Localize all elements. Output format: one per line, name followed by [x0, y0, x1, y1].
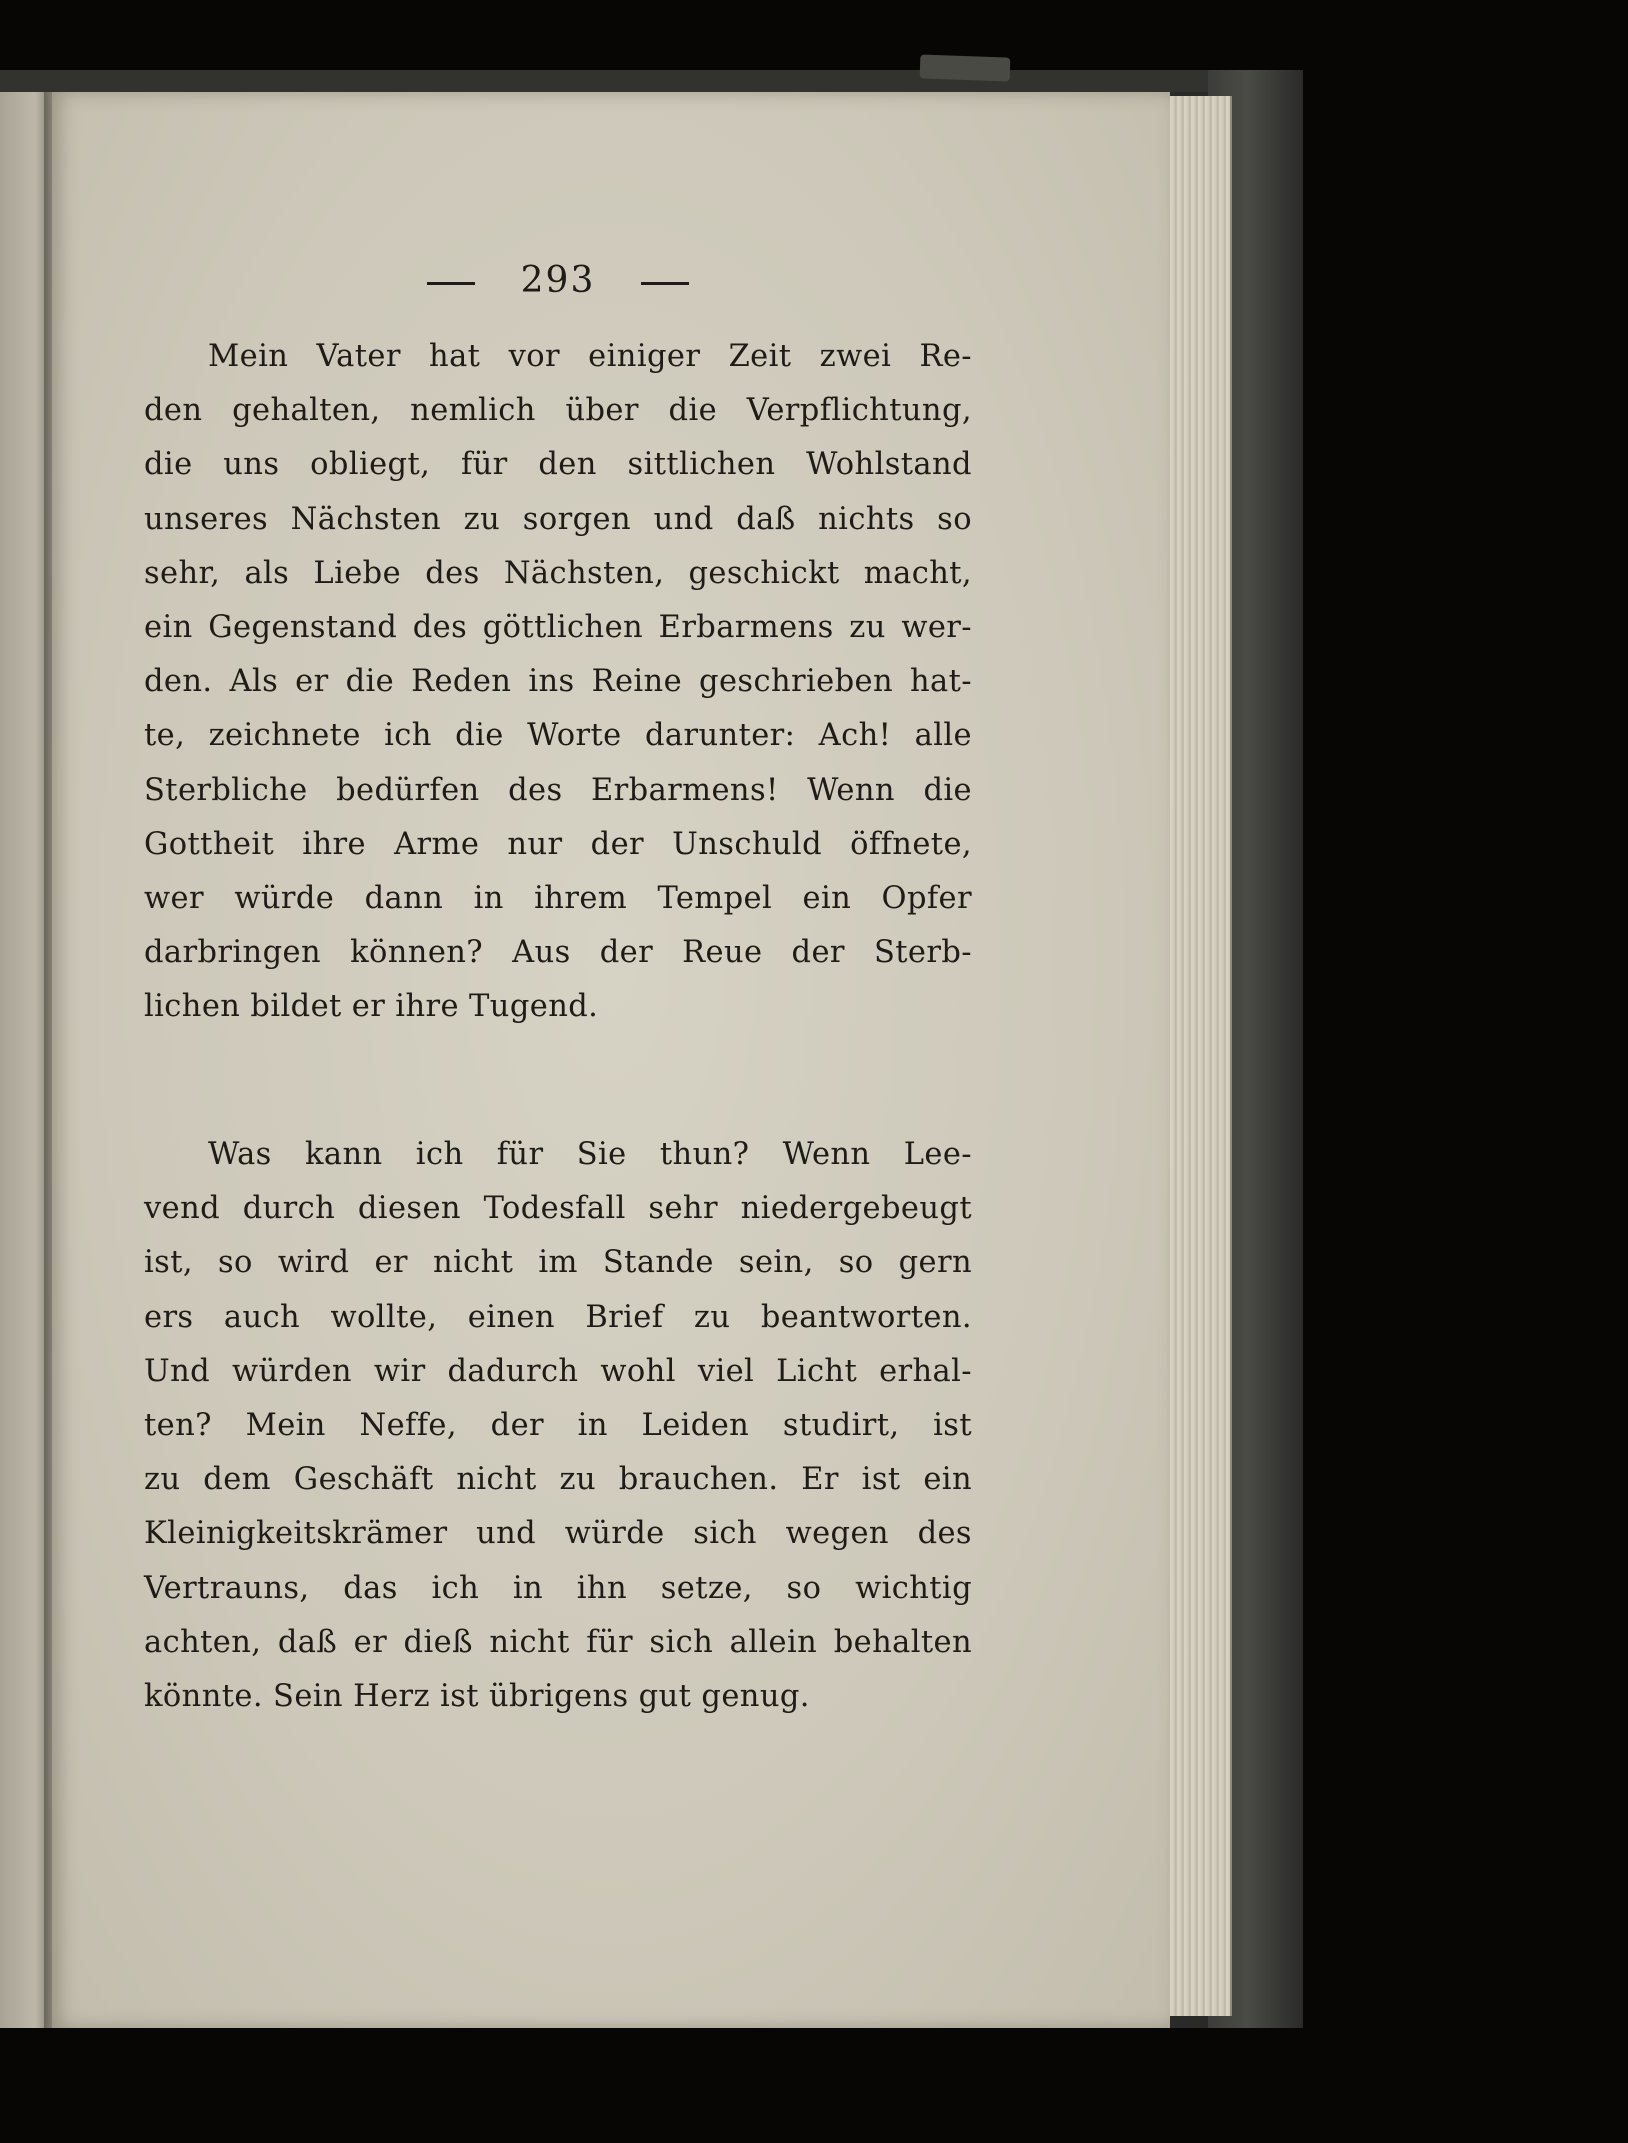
text-line: sehr, als Liebe des Nächsten, geschickt macht, — [144, 555, 972, 591]
running-head-dash-right — [641, 282, 689, 285]
text-line: Gottheit ihre Arme nur der Unschuld öffnete, — [144, 826, 972, 862]
book-page — [52, 92, 1170, 2028]
paragraph-2 — [144, 1128, 972, 1724]
text-line: den. Als er die Reden ins Reine geschrieben hat- — [144, 664, 972, 700]
text-line: lichen bildet er ihre Tugend. — [144, 989, 599, 1025]
text-line: ers auch wollte, einen Brief zu beantworten. — [144, 1299, 972, 1335]
text-line: unseres Nächsten zu sorgen und daß nichts so — [144, 501, 972, 537]
text-line: Vertrauns, das ich in ihn setze, so wichtig — [144, 1570, 972, 1606]
text-line: ist, so wird er nicht im Stande sein, so gern — [144, 1245, 972, 1281]
text-line: Sterbliche bedürfen des Erbarmens! Wenn die — [144, 772, 972, 808]
text-line: te, zeichnete ich die Worte darunter: Ach! alle — [144, 718, 972, 754]
binding-tab — [920, 54, 1011, 81]
running-head-dash-left — [427, 282, 475, 285]
text-line: achten, daß er dieß nicht für sich allein behalten — [144, 1624, 972, 1660]
text-line: Kleinigkeitskrämer und würde sich wegen des — [144, 1516, 972, 1552]
text-line: vend durch diesen Todesfall sehr niedergebeugt — [144, 1191, 972, 1227]
text-line: ein Gegenstand des göttlichen Erbarmens zu wer- — [144, 609, 972, 645]
text-line: Was kann ich für Sie thun? Wenn Lee- — [208, 1137, 972, 1172]
text-line: den gehalten, nemlich über die Verpflichtung, — [144, 393, 972, 429]
paragraph-1 — [144, 330, 972, 1034]
text-line: ten? Mein Neffe, der in Leiden studirt, ist — [144, 1407, 972, 1443]
text-line: darbringen können? Aus der Reue der Sterb- — [144, 935, 972, 971]
text-line: Und würden wir dadurch wohl viel Licht erhal- — [144, 1353, 972, 1389]
page-number: 293 — [520, 260, 596, 301]
running-head — [144, 260, 972, 301]
facing-page-strip — [0, 92, 50, 2028]
text-line: zu dem Geschäft nicht zu brauchen. Er ist ein — [144, 1462, 972, 1498]
cover-top-edge — [0, 70, 1298, 92]
text-line: die uns obliegt, für den sittlichen Wohlstand — [144, 447, 972, 483]
text-line: könnte. Sein Herz ist übrigens gut genug. — [144, 1678, 810, 1714]
text-line: Mein Vater hat vor einiger Zeit zwei Re- — [208, 339, 972, 374]
text-line: wer würde dann in ihrem Tempel ein Opfer — [144, 880, 972, 916]
